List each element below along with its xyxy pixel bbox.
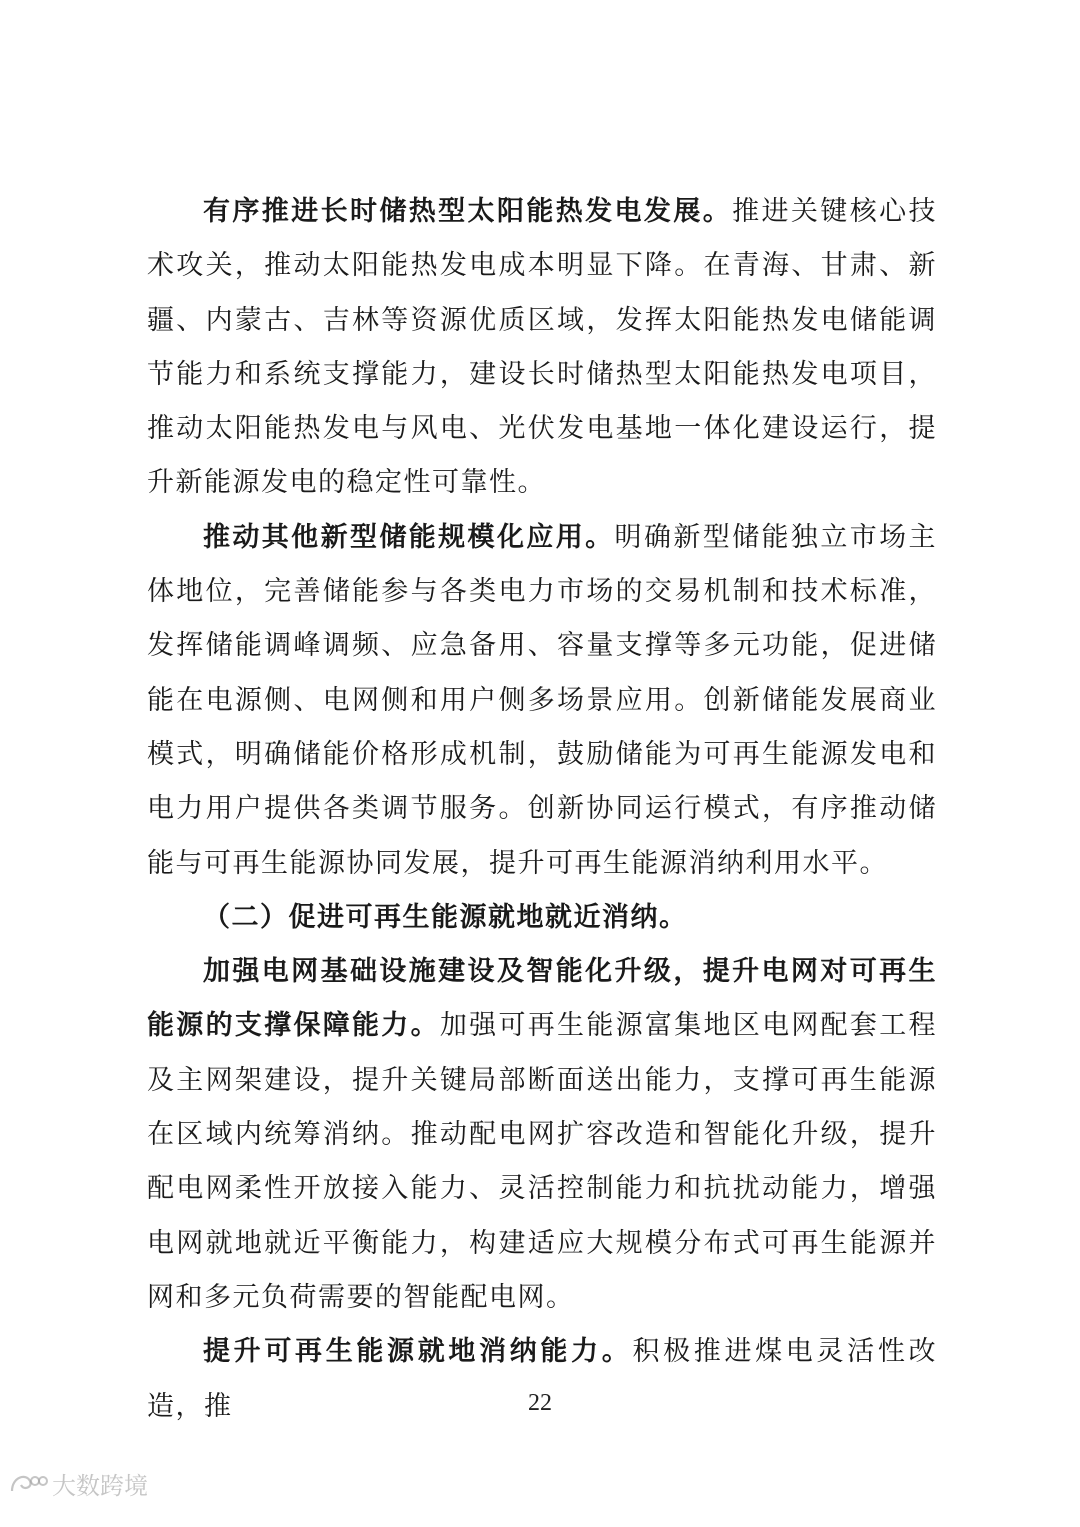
paragraph-body: 推进关键核心技术攻关，推动太阳能热发电成本明显下降。在青海、甘肃、新疆、内蒙古、吉林等资源优质区域，发挥太阳能热发电储能调节能力和系统支撑能力，建设长时储热型太阳能热发电项目，推动太阳能热发电与风电、光伏发电基地一体化建设运行，提升新能源发电的稳定性可靠性。	[147, 196, 937, 499]
page-number: 22	[528, 1390, 552, 1416]
paragraph-local-consumption	[147, 1325, 937, 1434]
paragraph-body: 积极推进煤电灵活性改造，推	[147, 1336, 938, 1422]
paragraph-body: 明确新型储能独立市场主体地位，完善储能参与各类电力市场的交易机制和技术标准，发挥储能调峰调频、应急备用、容量支撑等多元功能，促进储能在电源侧、电网侧和用户侧多场景应用。创新储能发展商业模式，明确储能价格形成机制，鼓励储能为可再生能源发电和电力用户提供各类调节服务。创新协同运行模式，有序推动储能与可再生能源协同发展，提升可再生能源消纳利用水平。	[147, 521, 938, 879]
section-heading: （二）促进可再生能源就地就近消纳。	[203, 901, 688, 933]
watermark	[8, 1466, 148, 1501]
paragraph-lead: 推动其他新型储能规模化应用。	[203, 521, 615, 553]
paragraph-grid-upgrade	[147, 945, 937, 1325]
paragraph-body: 加强可再生能源富集地区电网配套工程及主网架建设，提升关键局部断面送出能力，支撑可再生能源在区域内统筹消纳。推动配电网扩容改造和智能化升级，提升配电网柔性开放接入能力、灵活控制能力和抗扰动能力，增强电网就地就近平衡能力，构建适应大规模分布式可再生能源并网和多元负荷需要的智能配电网。	[147, 1010, 938, 1313]
paragraph-new-storage	[147, 511, 937, 891]
watermark-text: 大数跨境	[52, 1472, 148, 1500]
paragraph-lead: 提升可再生能源就地消纳能力。	[203, 1336, 633, 1368]
logo-swirl-icon	[8, 1469, 48, 1499]
paragraph-lead: 有序推进长时储热型太阳能热发电发展。	[203, 196, 733, 227]
document-page	[147, 185, 937, 1434]
paragraph-lead: 加强电网基础设施建设及智能化升级，提升电网对可再生能源的支撑保障能力。	[147, 956, 937, 1042]
paragraph-solar-thermal	[147, 185, 937, 511]
